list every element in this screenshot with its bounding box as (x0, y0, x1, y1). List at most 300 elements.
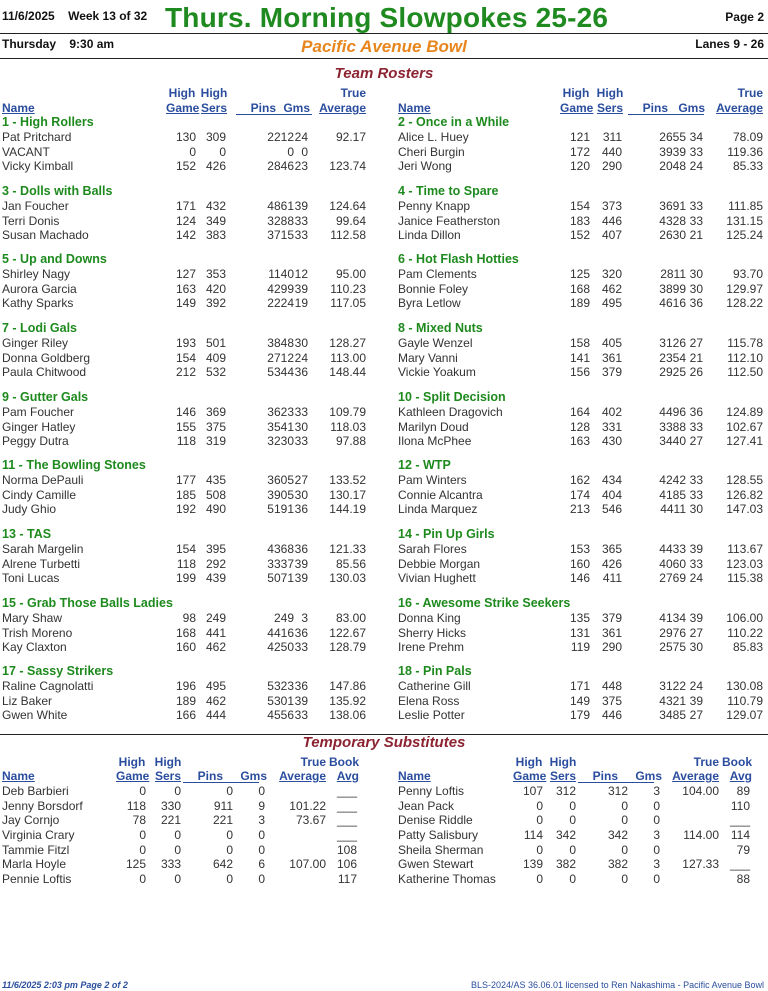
total-pins: 3715 (267, 228, 294, 243)
total-pins: 1140 (268, 267, 294, 281)
lanes-label: Lanes 9 - 26 (695, 37, 764, 51)
high-game: 212 (175, 365, 196, 380)
games-bowled: 33 (689, 144, 703, 159)
sub-name: Patty Salisbury (398, 828, 479, 843)
total-pins: 2575 (659, 640, 686, 655)
total-pins: 4556 (267, 708, 294, 723)
sub-col-header-book: Book (722, 755, 752, 769)
games-bowled: 0 (653, 798, 660, 813)
true-average: 128.27 (329, 336, 366, 350)
book-average: ___ (336, 784, 357, 798)
high-game: 142 (175, 228, 196, 243)
high-game: 0 (536, 813, 543, 828)
high-series: 382 (555, 857, 576, 872)
total-pins: 312 (607, 784, 628, 798)
games-bowled: 3 (301, 611, 308, 625)
sub-col-header-high-sers: Sers (154, 769, 182, 783)
sub-col-header-average: Average (279, 769, 326, 783)
high-series: 546 (601, 502, 622, 517)
high-game: 0 (139, 784, 146, 798)
high-series: 432 (205, 199, 226, 213)
sub-name: Jean Pack (398, 798, 455, 813)
total-pins: 4250 (267, 640, 294, 655)
true-average: 130.08 (726, 679, 763, 693)
page-number: Page 2 (725, 10, 764, 24)
games-bowled: 0 (258, 828, 265, 843)
total-pins: 911 (213, 798, 233, 813)
high-series: 420 (205, 281, 226, 296)
high-series: 249 (205, 611, 226, 625)
games-bowled: 3 (258, 813, 265, 828)
high-game: 163 (175, 281, 196, 296)
high-game: 125 (569, 267, 590, 281)
true-average: 121.33 (329, 542, 366, 556)
book-average: 117 (337, 872, 357, 887)
player-row (0, 611, 372, 626)
player-name: Sarah Flores (398, 542, 467, 556)
games-bowled: 19 (294, 296, 308, 311)
total-pins: 342 (607, 828, 628, 843)
high-series: 312 (555, 784, 576, 798)
team-name: 15 - Grab Those Balls Ladies (2, 596, 173, 610)
total-pins: 0 (226, 784, 233, 798)
sub-col-header-true: True (300, 755, 326, 769)
high-series: 462 (205, 640, 226, 655)
player-name: Catherine Gill (398, 679, 471, 693)
team-block (396, 321, 768, 380)
player-row (0, 351, 372, 366)
high-series: 508 (205, 487, 226, 502)
true-average: 110.79 (727, 693, 763, 708)
subs-section-title: Temporary Substitutes (302, 734, 466, 751)
high-game: 183 (569, 213, 590, 228)
total-pins: 4368 (267, 542, 294, 556)
player-name: Gwen White (2, 708, 68, 723)
high-game: 125 (125, 857, 146, 872)
total-pins: 3623 (267, 405, 294, 419)
player-name: Cheri Burgin (398, 144, 465, 159)
team-name: 13 - TAS (2, 527, 52, 541)
player-name: Linda Dillon (398, 228, 461, 243)
team-block (0, 458, 372, 517)
sub-row (396, 799, 768, 814)
total-pins: 3848 (267, 336, 294, 350)
games-bowled: 30 (689, 281, 703, 296)
team-name: 1 - High Rollers (2, 115, 94, 129)
player-row (0, 708, 372, 723)
team-block (0, 664, 372, 723)
player-row (0, 405, 372, 420)
col-header-high-sers: Sers (200, 101, 228, 115)
games-bowled: 33 (294, 405, 308, 419)
team-block (0, 321, 372, 380)
games-bowled: 21 (689, 350, 703, 365)
player-name: Pat Pritchard (2, 130, 72, 144)
player-name: Marilyn Doud (398, 419, 469, 434)
games-bowled: 0 (258, 842, 265, 857)
games-bowled: 33 (689, 213, 703, 228)
high-game: 171 (175, 199, 196, 213)
team-name: 11 - The Bowling Stones (2, 458, 146, 472)
high-game: 146 (175, 405, 196, 419)
high-series: 532 (205, 365, 226, 380)
team-block (0, 596, 372, 655)
true-average: 128.22 (726, 296, 763, 311)
games-bowled: 39 (294, 571, 308, 586)
true-average: 123.74 (329, 159, 366, 174)
high-game: 0 (536, 842, 543, 857)
total-pins: 0 (621, 872, 628, 887)
high-series: 490 (205, 502, 226, 517)
high-game: 163 (569, 434, 590, 449)
true-average: 97.88 (335, 434, 366, 449)
high-game: 118 (176, 556, 196, 571)
high-game: 153 (569, 542, 590, 556)
book-average: ___ (336, 798, 357, 813)
player-row (0, 267, 372, 282)
player-row (396, 214, 768, 229)
high-game: 124 (175, 213, 196, 228)
team-block (396, 664, 768, 723)
book-average: ___ (729, 857, 750, 872)
book-average: 79 (736, 842, 750, 857)
player-name: Kay Claxton (2, 640, 67, 655)
sub-col-header-high-sers-top: High (549, 755, 577, 769)
high-game: 128 (569, 419, 590, 434)
total-pins: 0 (226, 842, 233, 857)
games-bowled: 36 (294, 502, 308, 517)
player-row (396, 336, 768, 351)
games-bowled: 33 (294, 213, 308, 228)
high-series: 0 (219, 144, 226, 159)
true-average: 92.17 (335, 130, 366, 144)
book-average: ___ (729, 813, 750, 828)
true-average: 115.78 (727, 336, 763, 350)
book-average: 110 (730, 798, 750, 813)
games-bowled: 30 (689, 502, 703, 517)
high-game: 160 (569, 556, 590, 571)
high-game: 171 (569, 679, 590, 693)
sub-col-header-average: Average (672, 769, 719, 783)
total-pins: 2224 (267, 296, 294, 311)
player-row (396, 640, 768, 655)
true-average: 73.67 (295, 813, 326, 828)
sub-row (396, 828, 768, 843)
games-bowled: 27 (689, 336, 703, 350)
true-average: 107.00 (289, 857, 326, 872)
high-game: 0 (536, 872, 543, 887)
total-pins: 642 (212, 857, 233, 872)
high-game: 174 (569, 487, 590, 502)
sub-list (396, 784, 768, 887)
book-average: 114 (730, 828, 750, 843)
player-row (396, 199, 768, 214)
high-game: 120 (569, 159, 590, 174)
true-average: 119.36 (727, 144, 763, 159)
sub-name: Gwen Stewart (398, 857, 474, 872)
col-header-high-game-top: High (562, 86, 590, 100)
sub-col-header-high-sers: Sers (549, 769, 577, 783)
team-name: 12 - WTP (398, 458, 451, 472)
high-game: 162 (569, 473, 590, 487)
total-pins: 3905 (267, 487, 294, 502)
header-divider (0, 33, 768, 34)
team-name: 9 - Gutter Gals (2, 390, 89, 404)
true-average: 130.17 (329, 487, 366, 502)
player-name: Norma DePauli (2, 473, 84, 487)
player-name: Linda Marquez (398, 502, 478, 517)
total-pins: 0 (287, 144, 294, 159)
player-name: Irene Prehm (398, 640, 465, 655)
high-series: 409 (205, 350, 226, 365)
true-average: 128.79 (329, 640, 366, 655)
high-game: 139 (522, 857, 543, 872)
high-game: 179 (569, 708, 590, 723)
player-row (396, 557, 768, 572)
true-average: 110.22 (727, 625, 763, 640)
sub-row (396, 872, 768, 887)
team-name: 8 - Mixed Nuts (398, 321, 483, 335)
player-row (396, 502, 768, 517)
high-game: 152 (175, 159, 196, 174)
high-series: 440 (601, 144, 622, 159)
total-pins: 3691 (659, 199, 686, 213)
high-game: 172 (569, 144, 590, 159)
total-pins: 3605 (267, 473, 294, 487)
games-bowled: 27 (294, 473, 308, 487)
true-average: 147.86 (329, 679, 366, 693)
total-pins: 0 (621, 842, 628, 857)
player-row (396, 159, 768, 174)
true-average: 112.10 (727, 350, 763, 365)
high-game: 166 (175, 708, 196, 723)
player-row (0, 145, 372, 160)
col-header-high-sers-top: High (596, 86, 624, 100)
sub-row (0, 843, 372, 858)
high-series: 383 (205, 228, 226, 243)
games-bowled: 27 (689, 625, 703, 640)
sub-col-header-high-game-top: High (118, 755, 146, 769)
total-pins: 3388 (659, 419, 686, 434)
high-series: 407 (601, 228, 622, 243)
col-header-average: Average (716, 101, 763, 115)
true-average: 123.03 (726, 556, 763, 571)
high-game: 0 (536, 798, 543, 813)
team-name: 2 - Once in a While (398, 115, 510, 129)
high-series: 361 (601, 625, 622, 640)
player-name: Ginger Riley (2, 336, 69, 350)
true-average: 131.15 (726, 213, 763, 228)
games-bowled: 0 (301, 144, 308, 159)
sub-col-header-book-avg: Avg (729, 769, 752, 783)
high-series: 444 (205, 708, 226, 723)
games-bowled: 27 (689, 434, 703, 449)
team-block (396, 527, 768, 586)
rosters-section-title: Team Rosters (334, 65, 434, 82)
high-series: 353 (205, 267, 226, 281)
total-pins: 249 (273, 611, 294, 625)
true-average: 135.92 (329, 693, 366, 708)
player-name: Kathy Sparks (2, 296, 74, 311)
games-bowled: 33 (689, 556, 703, 571)
high-game: 156 (569, 365, 590, 380)
book-average: ___ (336, 813, 357, 828)
player-row (396, 351, 768, 366)
player-row (396, 434, 768, 449)
total-pins: 2354 (659, 350, 686, 365)
player-name: Elena Ross (398, 693, 460, 708)
high-game: 0 (189, 144, 196, 159)
report-date: 11/6/2025 (2, 9, 55, 23)
player-name: Jan Foucher (2, 199, 69, 213)
player-row (396, 405, 768, 420)
sub-name: Katherine Thomas (398, 872, 496, 887)
player-name: Connie Alcantra (398, 487, 483, 502)
team-block (0, 115, 372, 174)
col-header-gms: Gms (678, 101, 705, 115)
true-average: 85.56 (335, 556, 366, 571)
rosters-divider (0, 58, 768, 59)
col-header-true: True (737, 86, 763, 100)
true-average: 118.03 (330, 419, 366, 434)
player-name: Vivian Hughett (398, 571, 476, 586)
player-name: Pam Winters (398, 473, 467, 487)
player-name: Jeri Wong (398, 159, 452, 174)
player-row (0, 159, 372, 174)
player-row (0, 557, 372, 572)
team-block (396, 184, 768, 243)
high-series: 369 (205, 405, 226, 419)
sub-col-header-pins: Pins (592, 769, 618, 783)
games-bowled: 30 (294, 487, 308, 502)
total-pins: 3122 (659, 679, 686, 693)
player-row (396, 679, 768, 694)
player-row (396, 626, 768, 641)
sub-row (396, 784, 768, 799)
col-header-average: Average (319, 101, 366, 115)
true-average: 101.22 (289, 798, 326, 813)
player-name: Susan Machado (2, 228, 89, 243)
col-header-name: Name (2, 101, 35, 115)
player-name: Gayle Wenzel (398, 336, 473, 350)
total-pins: 3485 (659, 708, 686, 723)
high-series: 430 (601, 434, 622, 449)
high-series: 0 (174, 828, 181, 843)
high-series: 379 (601, 365, 622, 380)
high-game: 177 (175, 473, 196, 487)
true-average: 130.03 (329, 571, 366, 586)
games-bowled: 39 (294, 199, 308, 213)
total-pins: 4134 (659, 611, 686, 625)
high-game: 78 (132, 813, 146, 828)
true-average: 104.00 (682, 784, 719, 798)
games-bowled: 33 (294, 228, 308, 243)
high-series: 320 (601, 267, 622, 281)
total-pins: 3541 (267, 419, 294, 434)
high-game: 189 (175, 693, 196, 708)
team-block (396, 252, 768, 311)
sub-row (396, 843, 768, 858)
games-bowled: 3 (653, 784, 660, 798)
games-bowled: 12 (294, 267, 308, 281)
games-bowled: 36 (689, 296, 703, 311)
high-series: 404 (601, 487, 622, 502)
games-bowled: 0 (258, 784, 265, 798)
games-bowled: 3 (653, 857, 660, 872)
total-pins: 2846 (267, 159, 294, 174)
player-name: Mary Vanni (398, 350, 458, 365)
games-bowled: 36 (294, 625, 308, 640)
games-bowled: 21 (689, 228, 703, 243)
high-game: 193 (175, 336, 196, 350)
player-name: Donna King (398, 611, 461, 625)
player-name: Sherry Hicks (398, 625, 467, 640)
high-game: 0 (139, 828, 146, 843)
true-average: 127.33 (682, 857, 719, 872)
games-bowled: 9 (258, 798, 265, 813)
true-average: 126.82 (726, 487, 763, 502)
true-average: 109.79 (329, 405, 366, 419)
player-name: Judy Ghio (2, 502, 57, 517)
total-pins: 2976 (659, 625, 686, 640)
high-game: 168 (569, 281, 590, 296)
team-name: 3 - Dolls with Balls (2, 184, 113, 198)
high-game: 196 (175, 679, 196, 693)
high-series: 331 (601, 419, 622, 434)
player-name: Penny Knapp (398, 199, 471, 213)
high-series: 373 (601, 199, 622, 213)
true-average: 127.41 (726, 434, 763, 449)
high-game: 149 (175, 296, 196, 311)
team-block (396, 458, 768, 517)
player-row (0, 228, 372, 243)
total-pins: 2811 (660, 267, 686, 281)
sub-pins-gms-underline (578, 782, 654, 783)
high-series: 0 (174, 872, 181, 887)
col-header-name: Name (398, 101, 431, 115)
sub-col-header-high-game-top: High (515, 755, 543, 769)
true-average: 85.83 (732, 640, 763, 655)
high-series: 446 (601, 708, 622, 723)
high-series: 309 (205, 130, 226, 144)
sub-name: Deb Barbieri (2, 784, 69, 798)
sub-col-header-high-sers-top: High (154, 755, 182, 769)
high-game: 152 (569, 228, 590, 243)
true-average: 122.67 (329, 625, 366, 640)
player-name: Byra Letlow (398, 296, 461, 311)
sub-row (0, 872, 372, 887)
high-game: 0 (139, 872, 146, 887)
high-series: 395 (205, 542, 226, 556)
high-series: 405 (601, 336, 622, 350)
col-header-high-sers: Sers (596, 101, 624, 115)
player-row (396, 296, 768, 311)
player-row (396, 473, 768, 488)
high-game: 114 (523, 828, 543, 843)
games-bowled: 24 (294, 130, 308, 144)
col-header-pins: Pins (642, 101, 668, 115)
total-pins: 4411 (660, 502, 686, 517)
player-row (0, 282, 372, 297)
games-bowled: 3 (653, 828, 660, 843)
player-row (396, 488, 768, 503)
week-label: Week 13 of 32 (68, 9, 148, 23)
high-game: 155 (175, 419, 196, 434)
player-row (396, 611, 768, 626)
games-bowled: 0 (653, 872, 660, 887)
total-pins: 2630 (659, 228, 686, 243)
player-row (0, 542, 372, 557)
